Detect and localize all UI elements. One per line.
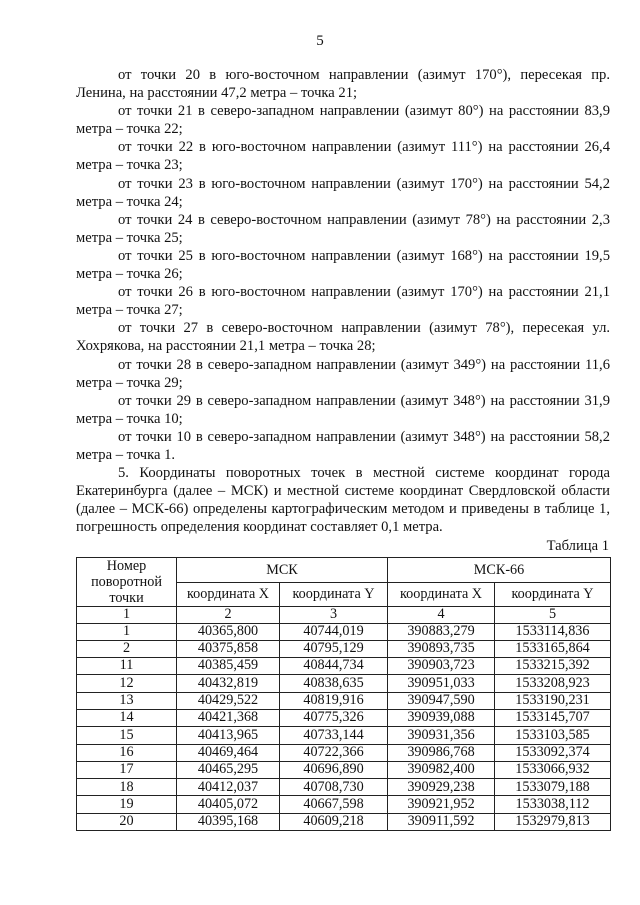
msk-x-cell: 40421,368 bbox=[177, 709, 280, 726]
paragraph: от точки 24 в северо-восточном направлении (азимут 78°) на расстоянии 2,3 метра – точка 25; bbox=[76, 211, 610, 246]
point-number-cell: 20 bbox=[77, 813, 177, 830]
table-row bbox=[77, 796, 611, 813]
paragraph: от точки 28 в северо-западном направлении (азимут 349°) на расстоянии 11,6 метра – точка 29; bbox=[76, 356, 610, 391]
table-row bbox=[77, 727, 611, 744]
msk-x-cell: 40375,858 bbox=[177, 640, 280, 657]
msk-y-cell: 40795,129 bbox=[280, 640, 388, 657]
paragraph-section-5: 5. Координаты поворотных точек в местной системе координат города Екатеринбурга (далее – МСК) и местной системе координат Свердловской области (далее – МСК-66) определены картографическим методом и приведены в таблице 1, погрешность определения координат составляет 0,1 метра. bbox=[76, 465, 610, 536]
msk66-x-cell: 390921,952 bbox=[388, 796, 495, 813]
paragraph: от точки 27 в северо-восточном направлении (азимут 78°), пересекая ул. Хохрякова, на расстоянии 21,1 метра – точка 28; bbox=[76, 320, 610, 355]
msk-x-cell: 40432,819 bbox=[177, 675, 280, 692]
header-msk66-y: координата Y bbox=[495, 582, 611, 606]
msk66-y-cell: 1532979,813 bbox=[495, 813, 611, 830]
msk66-x-cell: 390903,723 bbox=[388, 658, 495, 675]
point-number-cell: 19 bbox=[77, 796, 177, 813]
page-number: 5 bbox=[316, 33, 324, 49]
msk66-y-cell: 1533079,188 bbox=[495, 779, 611, 796]
paragraph: от точки 29 в северо-западном направлении (азимут 348°) на расстоянии 31,9 метра – точка 10; bbox=[76, 392, 610, 427]
column-index: 4 bbox=[388, 607, 495, 624]
msk-y-cell: 40819,916 bbox=[280, 692, 388, 709]
msk-y-cell: 40733,144 bbox=[280, 727, 388, 744]
msk-x-cell: 40412,037 bbox=[177, 779, 280, 796]
table-row bbox=[77, 675, 611, 692]
coordinates-table bbox=[76, 557, 611, 831]
msk-y-cell: 40708,730 bbox=[280, 779, 388, 796]
point-number-cell: 1 bbox=[77, 623, 177, 640]
msk-y-cell: 40667,598 bbox=[280, 796, 388, 813]
point-number-cell: 12 bbox=[77, 675, 177, 692]
header-msk66-x: координата X bbox=[388, 582, 495, 606]
msk-y-cell: 40744,019 bbox=[280, 623, 388, 640]
msk-y-cell: 40609,218 bbox=[280, 813, 388, 830]
point-number-cell: 15 bbox=[77, 727, 177, 744]
msk-x-cell: 40413,965 bbox=[177, 727, 280, 744]
msk66-y-cell: 1533190,231 bbox=[495, 692, 611, 709]
msk-y-cell: 40696,890 bbox=[280, 761, 388, 778]
point-number-cell: 14 bbox=[77, 709, 177, 726]
msk66-x-cell: 390986,768 bbox=[388, 744, 495, 761]
msk-x-cell: 40469,464 bbox=[177, 744, 280, 761]
table-row bbox=[77, 779, 611, 796]
msk-x-cell: 40465,295 bbox=[177, 761, 280, 778]
msk-x-cell: 40365,800 bbox=[177, 623, 280, 640]
column-index-row bbox=[77, 607, 611, 624]
table-row bbox=[77, 658, 611, 675]
column-index: 3 bbox=[280, 607, 388, 624]
header-msk-x: координата X bbox=[177, 582, 280, 606]
column-index: 1 bbox=[77, 607, 177, 624]
table-row bbox=[77, 813, 611, 830]
msk66-y-cell: 1533066,932 bbox=[495, 761, 611, 778]
header-msk: МСК bbox=[177, 558, 388, 583]
msk66-y-cell: 1533092,374 bbox=[495, 744, 611, 761]
msk-y-cell: 40775,326 bbox=[280, 709, 388, 726]
point-number-cell: 2 bbox=[77, 640, 177, 657]
point-number-cell: 17 bbox=[77, 761, 177, 778]
msk66-y-cell: 1533215,392 bbox=[495, 658, 611, 675]
paragraph: от точки 23 в юго-восточном направлении (азимут 170°) на расстоянии 54,2 метра – точка 24; bbox=[76, 175, 610, 210]
msk66-x-cell: 390947,590 bbox=[388, 692, 495, 709]
msk66-x-cell: 390929,238 bbox=[388, 779, 495, 796]
msk-y-cell: 40838,635 bbox=[280, 675, 388, 692]
msk66-x-cell: 390911,592 bbox=[388, 813, 495, 830]
table-row bbox=[77, 709, 611, 726]
point-number-cell: 13 bbox=[77, 692, 177, 709]
paragraph: от точки 10 в северо-западном направлении (азимут 348°) на расстоянии 58,2 метра – точка 1. bbox=[76, 428, 610, 463]
column-index: 5 bbox=[495, 607, 611, 624]
msk66-y-cell: 1533165,864 bbox=[495, 640, 611, 657]
msk66-x-cell: 390883,279 bbox=[388, 623, 495, 640]
point-number-cell: 11 bbox=[77, 658, 177, 675]
msk66-x-cell: 390893,735 bbox=[388, 640, 495, 657]
paragraph: от точки 20 в юго-восточном направлении (азимут 170°), пересекая пр. Ленина, на расстоянии 47,2 метра – точка 21; bbox=[76, 67, 610, 102]
table-row bbox=[77, 692, 611, 709]
paragraph: от точки 25 в юго-восточном направлении (азимут 168°) на расстоянии 19,5 метра – точка 26; bbox=[76, 247, 610, 283]
msk66-y-cell: 1533114,836 bbox=[495, 623, 611, 640]
point-number-cell: 18 bbox=[77, 779, 177, 796]
table-row bbox=[77, 744, 611, 761]
msk66-y-cell: 1533145,707 bbox=[495, 709, 611, 726]
msk-x-cell: 40395,168 bbox=[177, 813, 280, 830]
table-row bbox=[77, 761, 611, 778]
msk-x-cell: 40385,459 bbox=[177, 658, 280, 675]
table-caption: Таблица 1 bbox=[546, 538, 609, 554]
msk-x-cell: 40405,072 bbox=[177, 796, 280, 813]
msk66-y-cell: 1533103,585 bbox=[495, 727, 611, 744]
header-point-number: Номер поворотной точки bbox=[77, 558, 177, 607]
column-index: 2 bbox=[177, 607, 280, 624]
body-text bbox=[76, 66, 610, 536]
msk66-y-cell: 1533208,923 bbox=[495, 675, 611, 692]
header-msk-y: координата Y bbox=[280, 582, 388, 606]
msk-y-cell: 40722,366 bbox=[280, 744, 388, 761]
msk66-y-cell: 1533038,112 bbox=[495, 796, 611, 813]
paragraph: от точки 21 в северо-западном направлении (азимут 80°) на расстоянии 83,9 метра – точка 22; bbox=[76, 103, 610, 138]
table-row bbox=[77, 640, 611, 657]
msk66-x-cell: 390931,356 bbox=[388, 727, 495, 744]
msk66-x-cell: 390951,033 bbox=[388, 675, 495, 692]
point-number-cell: 16 bbox=[77, 744, 177, 761]
paragraph: от точки 22 в юго-восточном направлении (азимут 111°) на расстоянии 26,4 метра – точка 23; bbox=[76, 139, 610, 174]
paragraph: от точки 26 в юго-восточном направлении (азимут 170°) на расстоянии 21,1 метра – точка 27; bbox=[76, 284, 610, 319]
msk66-x-cell: 390982,400 bbox=[388, 761, 495, 778]
msk66-x-cell: 390939,088 bbox=[388, 709, 495, 726]
header-msk66: МСК-66 bbox=[388, 558, 611, 583]
table-row bbox=[77, 623, 611, 640]
msk-y-cell: 40844,734 bbox=[280, 658, 388, 675]
msk-x-cell: 40429,522 bbox=[177, 692, 280, 709]
